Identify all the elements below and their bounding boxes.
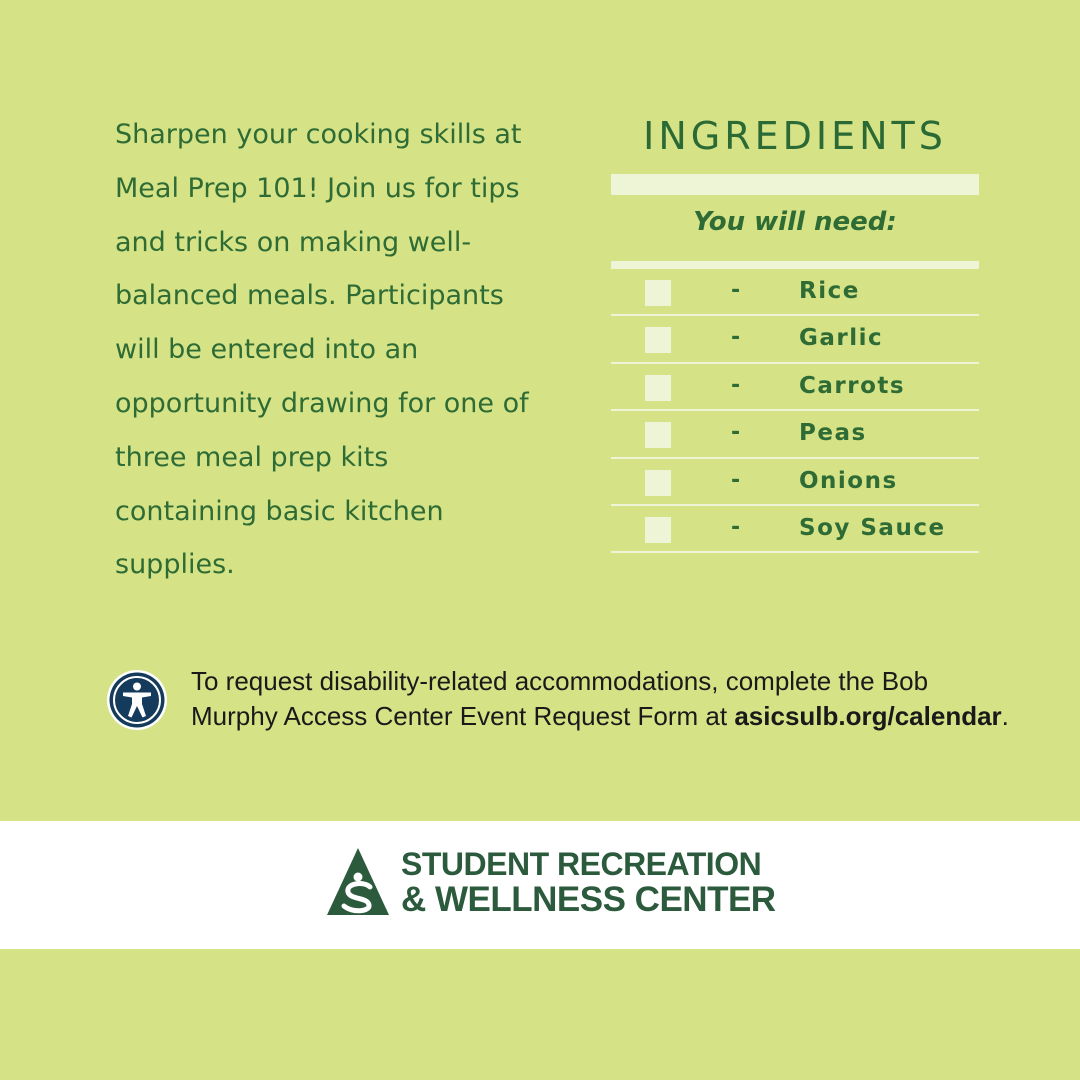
ingredient-checkbox[interactable] <box>645 422 671 448</box>
ingredients-divider-thin <box>611 261 979 269</box>
logo-line-1: STUDENT RECREATION <box>401 846 762 882</box>
ingredients-title: INGREDIENTS <box>643 114 947 158</box>
ingredient-checkbox[interactable] <box>645 280 671 306</box>
accommodations-suffix: . <box>1001 701 1009 731</box>
ingredients-subheading: You will need: <box>693 207 897 237</box>
ingredient-name: Carrots <box>799 372 906 399</box>
ingredient-dash: - <box>731 372 741 398</box>
ingredient-dash: - <box>731 467 741 493</box>
srwc-logo-icon <box>326 847 390 917</box>
event-description: Sharpen your cooking skills at Meal Prep 101! Join us for tips and tricks on making well-balanced meals. Participants will be entered into an opportunity drawing for one of three meal prep kits containing basic kitchen supplies. <box>115 119 529 581</box>
ingredient-name: Rice <box>799 278 860 304</box>
ingredient-dash: - <box>731 420 741 446</box>
ingredient-name: Garlic <box>799 325 884 352</box>
ingredient-checkbox[interactable] <box>645 327 671 353</box>
ingredient-name: Onions <box>799 467 898 494</box>
ingredient-row <box>611 506 979 553</box>
ingredient-row <box>611 316 979 363</box>
ingredient-checkbox[interactable] <box>645 517 671 543</box>
ingredient-row <box>611 411 979 458</box>
ingredient-row <box>611 459 979 506</box>
ingredient-checkbox[interactable] <box>645 375 671 401</box>
accommodations-notice <box>191 664 1021 734</box>
ingredients-divider-thick <box>611 174 979 195</box>
accommodations-text: To request disability-related accommodations, complete the Bob Murphy Access Center Event Request Form at <box>191 666 929 731</box>
calendar-link[interactable]: asicsulb.org/calendar <box>734 701 1002 731</box>
ingredient-name: Soy Sauce <box>799 514 946 541</box>
accessibility-icon <box>106 669 168 731</box>
ingredient-row <box>611 364 979 411</box>
ingredients-list <box>611 269 979 553</box>
ingredient-dash: - <box>731 325 741 351</box>
ingredient-name: Peas <box>799 420 867 447</box>
ingredient-dash: - <box>731 278 741 303</box>
logo-line-2: & WELLNESS CENTER <box>401 880 776 919</box>
ingredient-row <box>611 269 979 316</box>
ingredient-dash: - <box>731 514 741 540</box>
ingredient-checkbox[interactable] <box>645 470 671 496</box>
